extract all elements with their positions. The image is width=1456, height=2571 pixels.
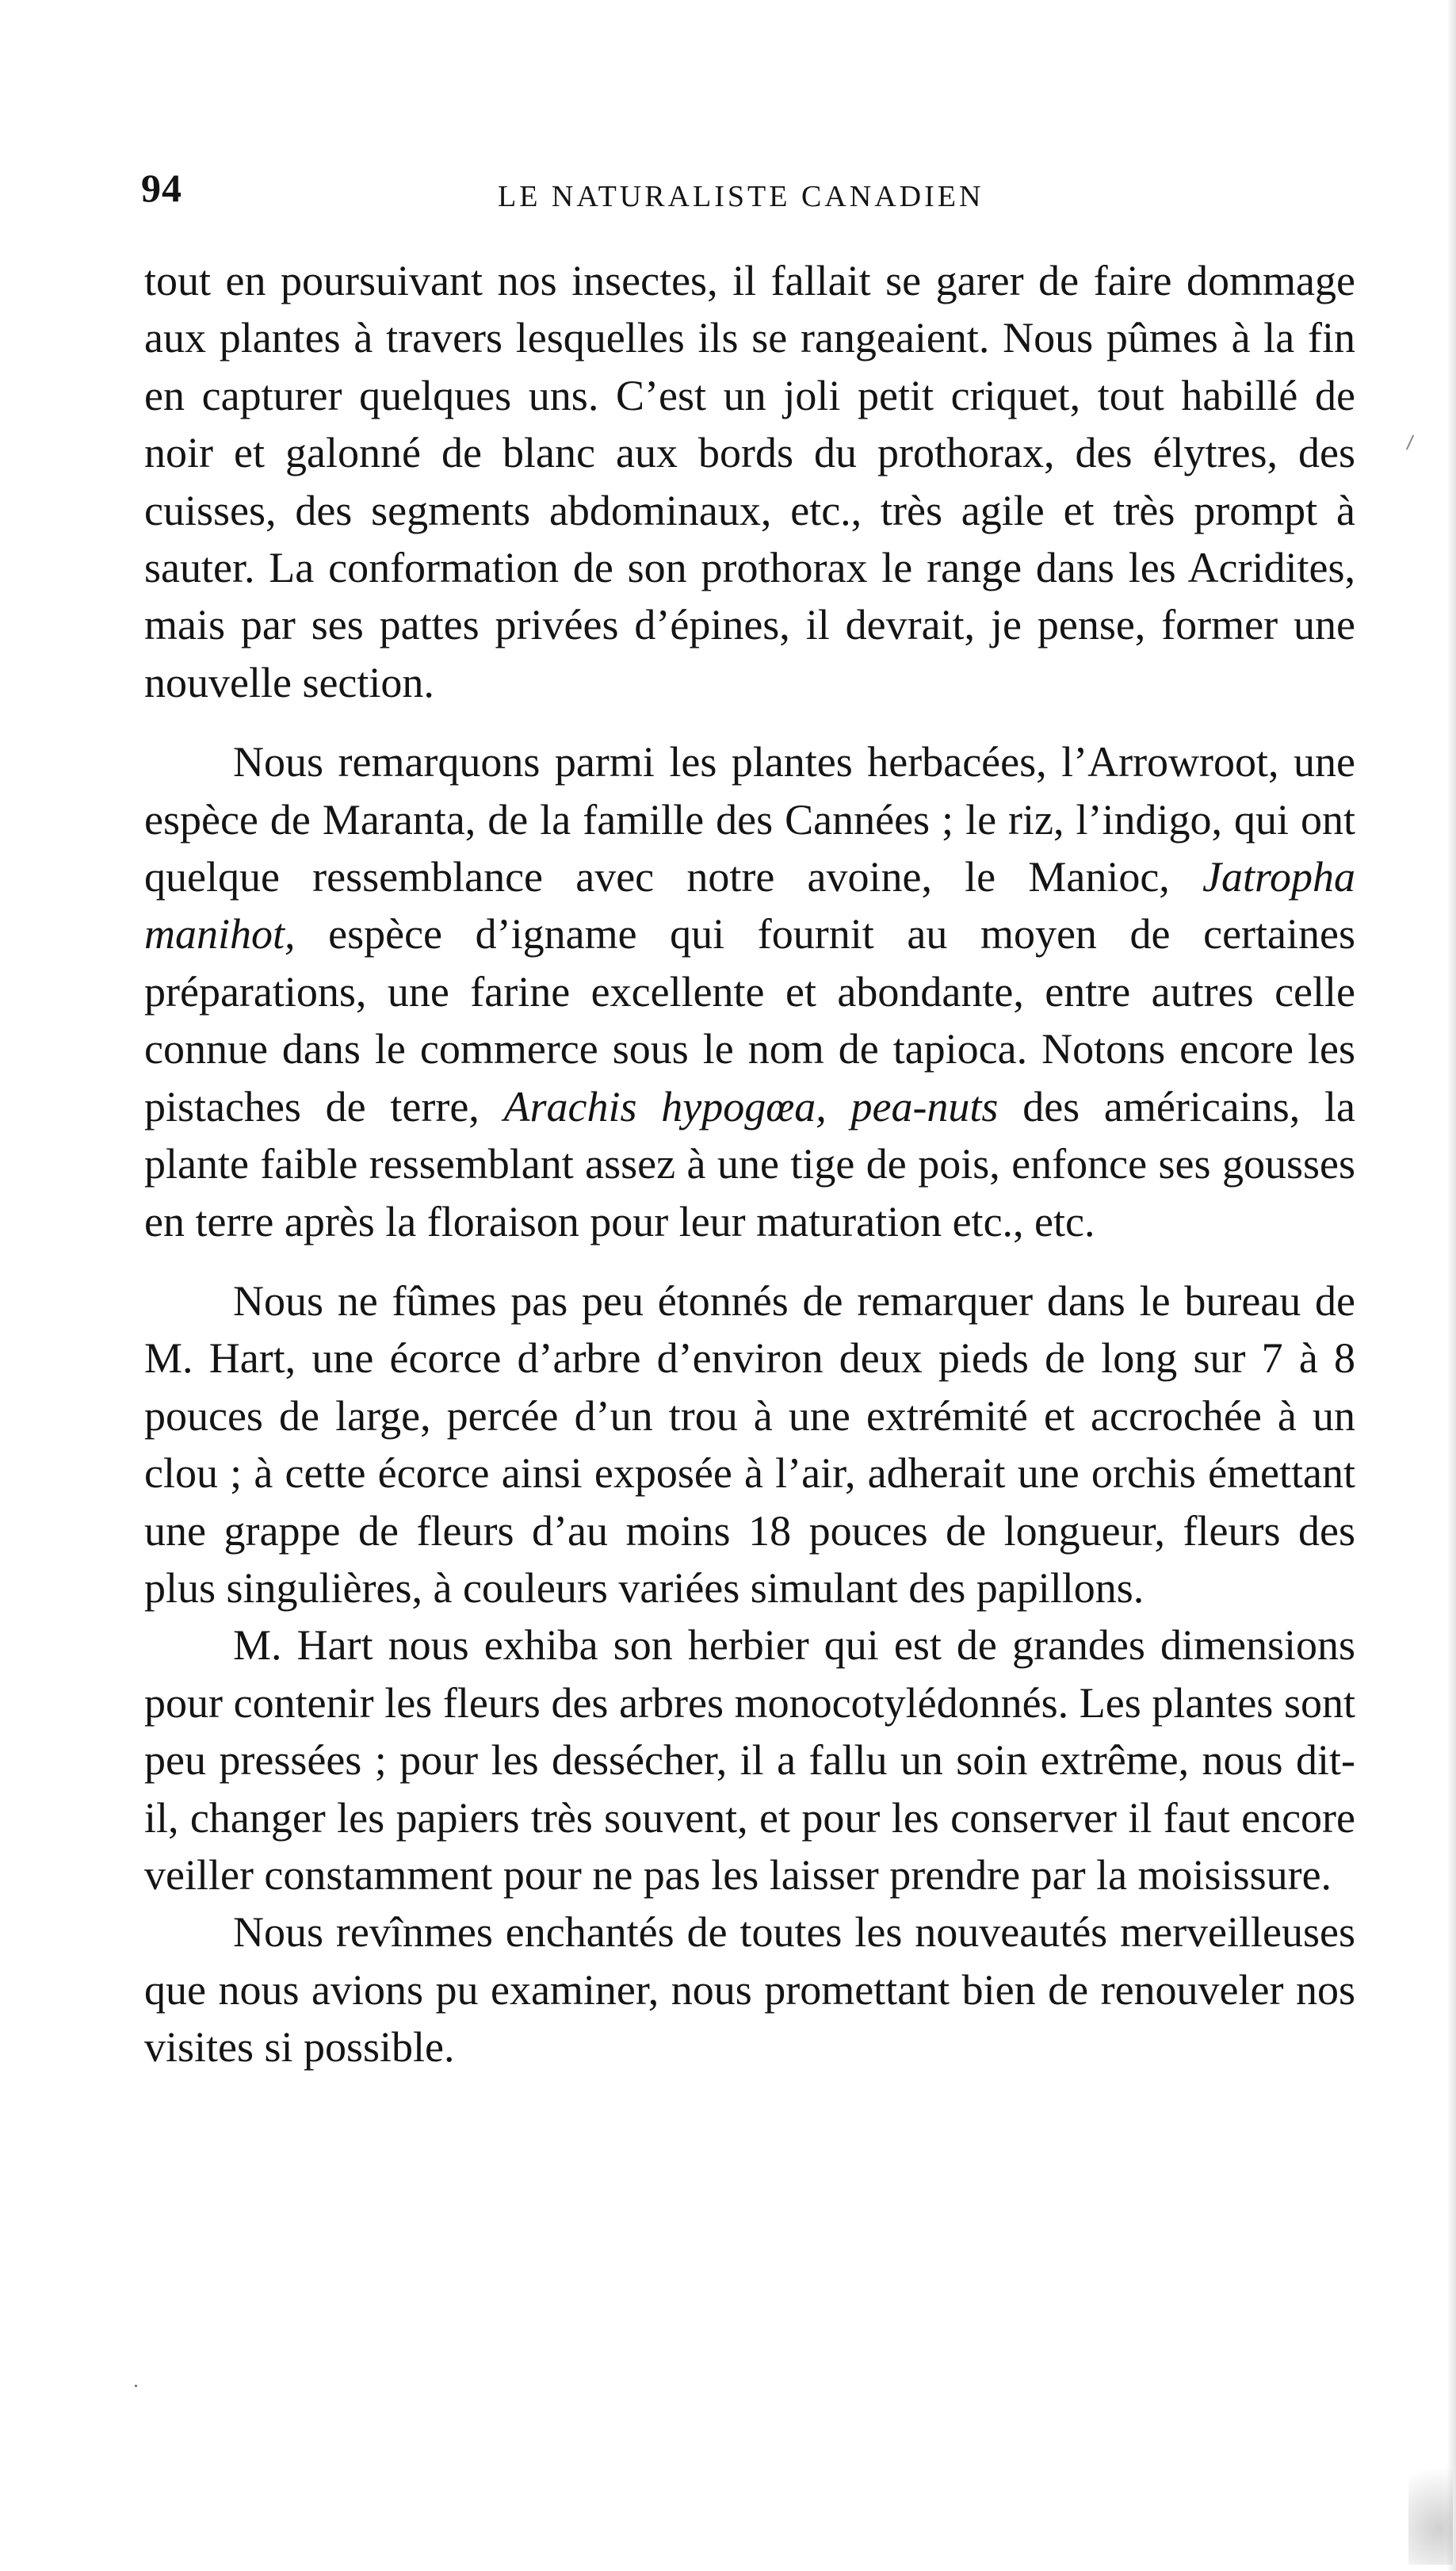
body-text — [144, 252, 1355, 2076]
running-title: LE NATURALISTE CANADIEN — [498, 180, 984, 213]
species-name-arachis: Arachis hypogœa, pea-nuts — [503, 1082, 999, 1131]
page-edge-shadow — [1446, 0, 1456, 2571]
species-name-jatropha: Jatropha manihot, — [144, 853, 1355, 958]
paragraph-plants-text-2: espèce d’igname qui fournit au moyen de certaines préparations, une farine excellente et abondante, entre autres celle connue dans le commerce sous le nom de tapioca. Notons encore les pistaches de terre, — [144, 910, 1355, 1131]
page-header — [141, 165, 1354, 212]
paragraph-continuation: tout en poursuivant nos insectes, il fallait se garer de faire dommage aux plantes à travers lesquelles ils se rangeaient. Nous pûmes à la fin en capturer quelques uns. C’est un joli petit criquet, tout habillé de noir et galonné de blanc aux bords du prothorax, des élytres, des cuisses, des segments abdominaux, etc., très agile et très prompt à sauter. La conformation de son prothorax le range dans les Acridites, mais par ses pattes privées d’épines, il devrait, je pense, former une nouvelle section. — [144, 257, 1355, 706]
paragraph-plants-text-3: des américains, la plante faible ressemblant assez à une tige de pois, enfonce ses gousses en terre après la floraison pour leur maturation etc., etc. — [144, 1082, 1355, 1245]
paragraph-herbarium: M. Hart nous exhiba son herbier qui est de grandes dimensions pour contenir les fleurs des arbres monocotylédonnés. Les plantes sont peu pressées ; pour les dessécher, il a fallu un soin extrême, nous dit-il, changer les papiers très souvent, et pour les conserver il faut encore veiller constamment pour ne pas les laisser prendre par la moisissure. — [144, 1621, 1355, 1899]
paragraph-plants — [144, 733, 1355, 1250]
paragraph-closing: Nous revînmes enchantés de toutes les nouveautés merveilleuses que nous avions pu examiner, nous promettant bien de renouveler nos visites si possible. — [144, 1908, 1355, 2072]
paragraph-plants-text-1: Nous remarquons parmi les plantes herbacées, l’Arrowroot, une espèce de Maranta, de la famille des Cannées ; le riz, l’indigo, qui ont quelque ressemblance avec notre avoine, le Manioc, — [144, 738, 1355, 901]
scan-speck — [135, 2385, 137, 2387]
paragraph-orchid: Nous ne fûmes pas peu étonnés de remarquer dans le bureau de M. Hart, une écorce d’arbre d’environ deux pieds de long sur 7 à 8 pouces de large, percée d’un trou à une extrémité et accrochée à un clou ; à cette écorce ainsi exposée à l’air, adherait une orchis émettant une grappe de fleurs d’au moins 18 pouces de longueur, fleurs des plus singulières, à couleurs variées simulant des papillons. — [144, 1276, 1355, 1612]
page-number: 94 — [141, 166, 182, 210]
margin-mark — [1406, 435, 1414, 450]
corner-scan-noise — [1408, 2446, 1453, 2565]
